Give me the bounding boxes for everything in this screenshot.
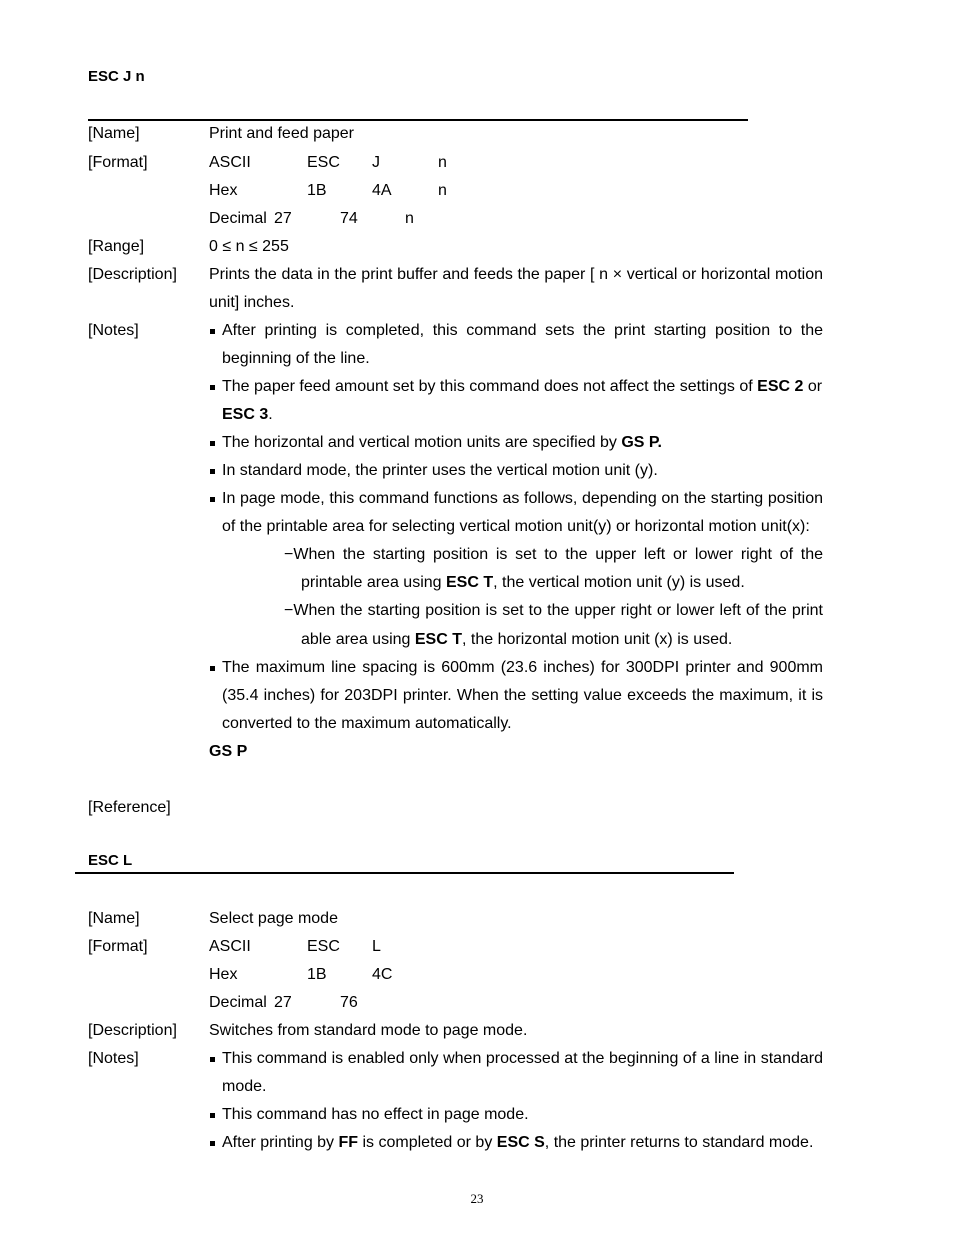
format-cell: 4A: [372, 182, 392, 199]
format-cell: n: [438, 182, 447, 199]
note-line: After printing is completed, this command sets the print starting position to the: [222, 322, 823, 339]
format-cell: ESC: [307, 938, 340, 955]
bullet-icon: [210, 329, 215, 334]
section-divider: [88, 119, 748, 121]
description-line: unit] inches.: [209, 294, 295, 311]
notes-label: [Notes]: [88, 1050, 139, 1067]
note-line: This command is enabled only when processed at the beginning of a line in standard: [222, 1050, 823, 1067]
note-line: of the printable area for selecting vertical motion unit(y) or horizontal motion unit(x):: [222, 518, 810, 535]
note-line: After printing by FF is completed or by ESC S, the printer returns to standard mode.: [222, 1134, 814, 1151]
note-line: beginning of the line.: [222, 350, 370, 367]
range-label: [Range]: [88, 238, 145, 255]
note-line: This command has no effect in page mode.: [222, 1106, 529, 1123]
sub-note-line: −When the starting position is set to the upper right or lower left of the print: [284, 602, 823, 619]
name-label: [Name]: [88, 910, 140, 927]
format-cell: 76: [340, 994, 358, 1011]
format-cell: 1B: [307, 966, 327, 983]
format-cell: Decimal: [209, 210, 267, 227]
note-line: mode.: [222, 1078, 267, 1095]
name-value: Select page mode: [209, 910, 338, 927]
bullet-icon: [210, 497, 215, 502]
bullet-icon: [210, 385, 215, 390]
note-line: (35.4 inches) for 203DPI printer. When the setting value exceeds the maximum, it is: [222, 687, 823, 704]
note-line: converted to the maximum automatically.: [222, 715, 512, 732]
bullet-icon: [210, 469, 215, 474]
format-label: [Format]: [88, 938, 148, 955]
section-divider: [75, 872, 734, 874]
reference-label: [Reference]: [88, 799, 171, 816]
name-label: [Name]: [88, 125, 140, 142]
note-line: The maximum line spacing is 600mm (23.6 inches) for 300DPI printer and 900mm: [222, 659, 823, 676]
format-cell: Decimal: [209, 994, 267, 1011]
format-label: [Format]: [88, 154, 148, 171]
format-cell: ASCII: [209, 154, 251, 171]
format-cell: Hex: [209, 966, 238, 983]
format-cell: Hex: [209, 182, 238, 199]
format-cell: J: [372, 154, 380, 171]
bullet-icon: [210, 1141, 215, 1146]
format-cell: 1B: [307, 182, 327, 199]
sub-note-line: printable area using ESC T, the vertical motion unit (y) is used.: [301, 574, 745, 591]
range-value: 0 ≤ n ≤ 255: [209, 238, 289, 255]
format-cell: n: [405, 210, 414, 227]
format-cell: n: [438, 154, 447, 171]
bullet-icon: [210, 1057, 215, 1062]
sub-note-line: −When the starting position is set to the upper left or lower right of the: [284, 546, 823, 563]
notes-label: [Notes]: [88, 322, 139, 339]
format-cell: ASCII: [209, 938, 251, 955]
format-cell: 27: [274, 994, 292, 1011]
note-line: In standard mode, the printer uses the vertical motion unit (y).: [222, 462, 658, 479]
description-label: [Description]: [88, 266, 177, 283]
format-cell: 27: [274, 210, 292, 227]
page-number: 23: [470, 1191, 484, 1206]
note-line: The paper feed amount set by this command does not affect the settings of ESC 2 or: [222, 378, 823, 395]
bullet-icon: [210, 1113, 215, 1118]
description-line: Prints the data in the print buffer and feeds the paper [ n × vertical or horizontal motion: [209, 266, 823, 283]
name-value: Print and feed paper: [209, 125, 354, 142]
bullet-icon: [210, 441, 215, 446]
note-line: ESC 3.: [222, 406, 273, 423]
description-value: Switches from standard mode to page mode.: [209, 1022, 528, 1039]
format-cell: L: [372, 938, 381, 955]
note-line: The horizontal and vertical motion units are specified by GS P.: [222, 434, 662, 451]
section-title-esc-l: ESC L: [88, 852, 133, 869]
note-line: In page mode, this command functions as follows, depending on the starting position: [222, 490, 823, 507]
bullet-icon: [210, 666, 215, 671]
sub-note-line: able area using ESC T, the horizontal motion unit (x) is used.: [301, 631, 733, 648]
section-title-esc-j-n: ESC J n: [88, 68, 145, 85]
format-cell: 4C: [372, 966, 393, 983]
description-label: [Description]: [88, 1022, 177, 1039]
format-cell: ESC: [307, 154, 340, 171]
format-cell: 74: [340, 210, 358, 227]
reference-value: GS P: [209, 743, 248, 760]
